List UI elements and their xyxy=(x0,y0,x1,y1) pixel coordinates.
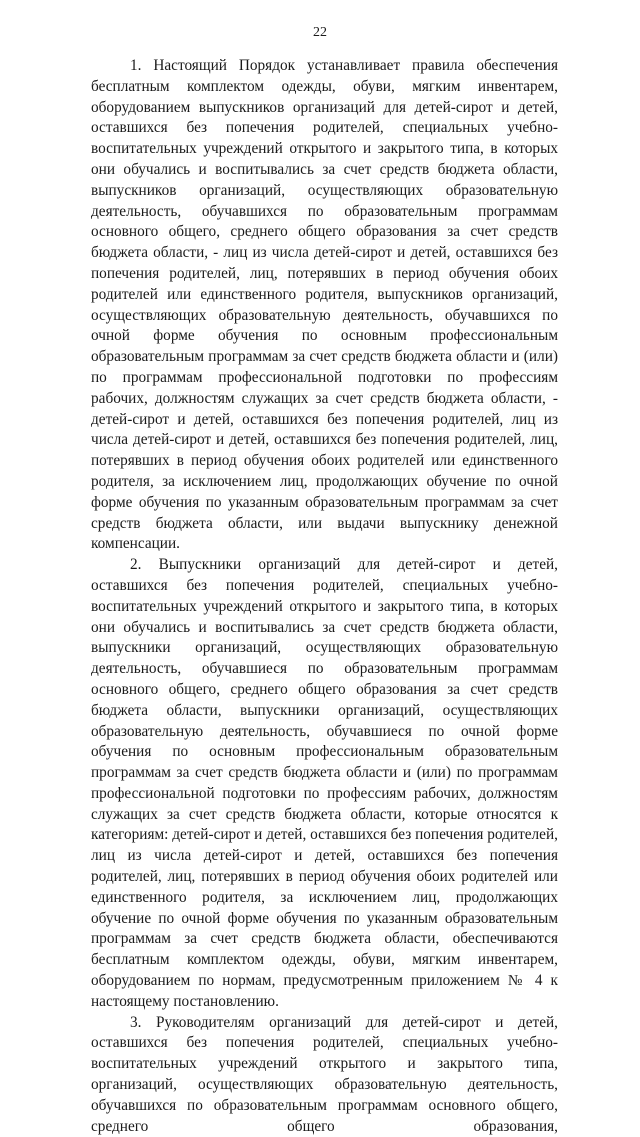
paragraph-1: 1. Настоящий Порядок устанавливает правила обеспечения бесплатным комплектом одежды, обуви, мягким инвентарем, оборудованием выпускников организаций для детей-сирот и детей, оставшихся без попечения родителей, специальных учебно-воспитательных учреждений открытого и закрытого типа, в которых они обучались и воспитывались за счет средств бюджета области, выпускников организаций, осуществляющих образовательную деятельность, обучавшихся по образовательным программам основного общего, среднего общего образования за счет средств бюджета области, - лиц из числа детей-сирот и детей, оставшихся без попечения родителей, лиц, потерявших в период обучения обоих родителей или единственного родителя, выпускников организаций, осуществляющих образовательную деятельность, обучавшихся по очной форме обучения по основным профессиональным образовательным программам за счет средств бюджета области и (или) по программам профессиональной подготовки по профессиям рабочих, должностям служащих за счет средств бюджета области, - детей-сирот и детей, оставшихся без попечения родителей, лиц из числа детей-сирот и детей, оставшихся без попечения родителей, лиц, потерявших в период обучения обоих родителей или единственного родителя, за исключением лиц, продолжающих обучение по очной форме обучения по указанным образовательным программам за счет средств бюджета области, или выдачи выпускнику денежной компенсации. xyxy=(91,57,558,553)
document-body xyxy=(91,56,558,1137)
paragraph-2: 2. Выпускники организаций для детей-сирот и детей, оставшихся без попечения родителей, специальных учебно-воспитательных учреждений открытого и закрытого типа, в которых они обучались и воспитывались за счет средств бюджета области, выпускники организаций, осуществляющих образовательную деятельность, обучавшиеся по образовательным программам основного общего, среднего общего образования за счет средств бюджета области, выпускники организаций, осуществляющих образовательную деятельность, обучавшиеся по очной форме обучения по основным профессиональным образовательным программам за счет средств бюджета области и (или) по программам профессиональной подготовки по профессиям рабочих, должностям служащих за счет средств бюджета области, которые относятся к категориям: детей-сирот и детей, оставшихся без попечения родителей, лиц из числа детей-сирот и детей, оставшихся без попечения родителей, лиц, потерявших в период обучения обоих родителей или единственного родителя, за исключением лиц, продолжающих обучение по очной форме обучения по указанным образовательным программам за счет средств бюджета области, обеспечиваются бесплатным комплектом одежды, обуви, мягким инвентарем, оборудованием по нормам, предусмотренным приложением № 4 к настоящему постановлению. xyxy=(91,556,558,1010)
paragraph-3: 3. Руководителям организаций для детей-сирот и детей, оставшихся без попечения родителей, специальных учебно-воспитательных учреждений открытого и закрытого типа, организаций, осуществляющих образовательную деятельность, обучавшихся по образовательным программам основного общего, среднего общего образования, xyxy=(91,1013,558,1135)
page-number: 22 xyxy=(313,25,327,40)
